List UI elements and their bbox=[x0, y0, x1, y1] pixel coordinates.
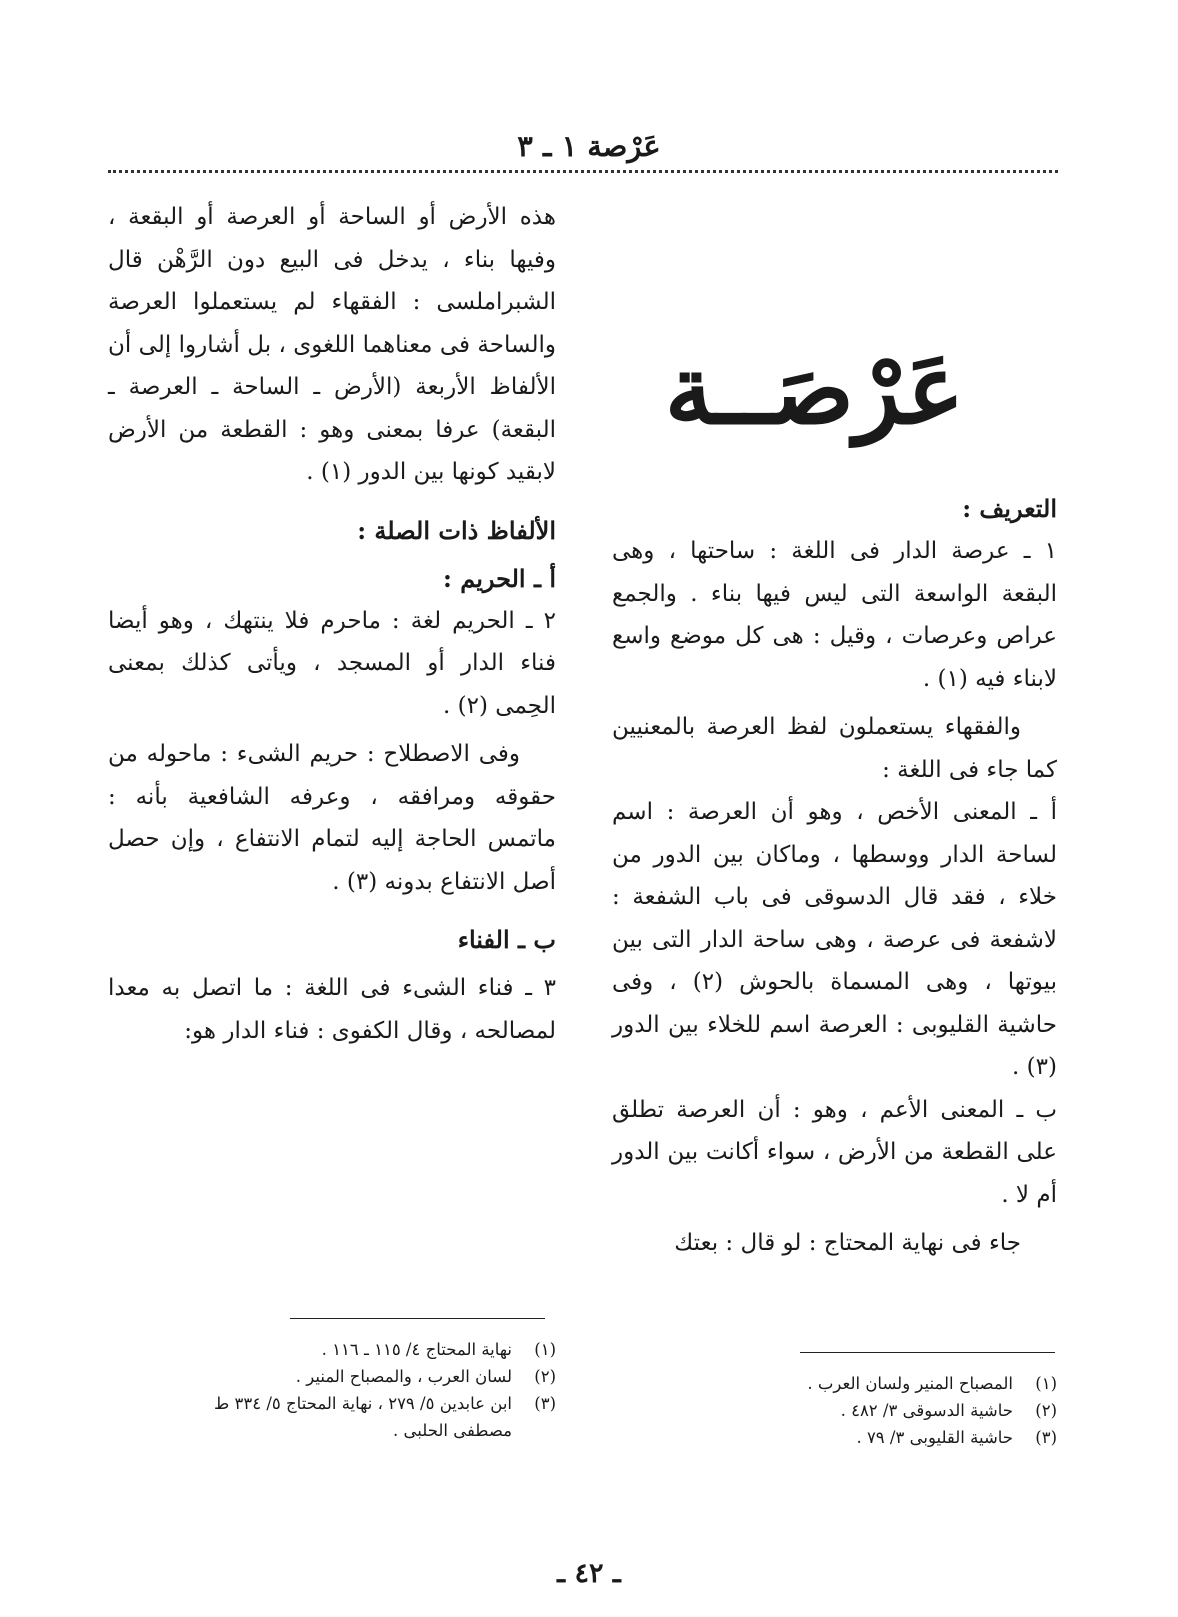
right-column bbox=[612, 190, 1057, 1265]
footnote-continuation: مصطفى الحلبى . bbox=[393, 1421, 512, 1440]
paragraph-2: والفقهاء يستعملون لفظ العرصة بالمعنيين كما جاء فى اللغة : bbox=[612, 714, 1057, 783]
paragraph-continued: هذه الأرض أو الساحة أو العرصة أو البقعة ، وفيها بناء ، يدخل فى البيع دون الرَّهْن قال الشبراملسى : الفقهاء لم يستعملوا العرصة والساحة فى معناهما اللغوى ، بل أشاروا إلى أن الألفاظ الأربعة (الأرض ـ الساحة ـ العرصة ـ البقعة) عرفا بمعنى وهو : القطعة من الأرض لابقيد كونها بين الدور (١) . bbox=[108, 204, 556, 485]
paragraph-continuation: جاء فى نهاية المحتاج : لو قال : بعتك bbox=[674, 1230, 1021, 1256]
subheading-harim: أ ـ الحريم : bbox=[443, 563, 556, 593]
entry-title: عَرْصَــة bbox=[664, 333, 965, 446]
paragraph-meaning-a: أ ـ المعنى الأخص ، وهو أن العرصة : اسم لساحة الدار ووسطها ، وماكان بين الدور من خلاء ، فقد قال الدسوقى فى باب الشفعة : لاشفعة فى عرصة ، وهى ساحة الدار التى بين بيوتها ، وهى المسماة بالحوش (٢) ، وفى حاشية القليوبى : العرصة اسم للخلاء بين الدور (٣) . bbox=[612, 799, 1057, 1080]
paragraph-fina: ٣ ـ فناء الشىء فى اللغة : ما اتصل به معدا لمصالحه ، وقال الكفوى : فناء الدار هو: bbox=[108, 975, 556, 1044]
paragraph-meaning-b: ب ـ المعنى الأعم ، وهو : أن العرصة تطلق على القطعة من الأرض ، سواء أكانت بين الدور أم لا . bbox=[612, 1096, 1057, 1208]
footnotes-right bbox=[700, 1370, 1057, 1451]
footnote: (٢)حاشية الدسوقى ٣/ ٤٨٢ . bbox=[840, 1401, 1057, 1420]
footnote: (٢)لسان العرب ، والمصباح المنير . bbox=[295, 1367, 556, 1386]
footnote-rule-right bbox=[800, 1352, 1055, 1353]
paragraph-harim-language: ٢ ـ الحريم لغة : ماحرم فلا ينتهك ، وهو أيضا فناء الدار أو المسجد ، ويأتى كذلك بمعنى الحِمى (٢) . bbox=[108, 607, 556, 719]
paragraph-1: ١ ـ عرصة الدار فى اللغة : ساحتها ، وهى البقعة الواسعة التى ليس فيها بناء . والجمع عراص وعرصات ، وقيل : هى كل موضع واسع لابناء فيه (١) . bbox=[612, 538, 1057, 692]
footnote: (١)المصباح المنير ولسان العرب . bbox=[807, 1374, 1057, 1393]
page-number: ـ ٤٢ ـ bbox=[557, 1558, 621, 1589]
subheading-fina: ب ـ الفناء bbox=[457, 925, 556, 954]
footnote: (٣)ابن عابدين ٥/ ٢٧٩ ، نهاية المحتاج ٥/ ٣٣٤ ط bbox=[213, 1394, 556, 1413]
header-dotted-rule bbox=[108, 170, 1058, 173]
definition-heading: التعريف : bbox=[962, 494, 1057, 523]
left-column bbox=[108, 196, 556, 1052]
running-header: عَرْصة ١ ـ ٣ bbox=[517, 129, 661, 163]
footnote-rule-left bbox=[290, 1318, 545, 1319]
related-terms-heading: الألفاظ ذات الصلة : bbox=[357, 515, 556, 545]
footnote: (٣)حاشية القليوبى ٣/ ٧٩ . bbox=[856, 1428, 1057, 1447]
footnotes-left bbox=[108, 1336, 556, 1444]
paragraph-harim-term: وفى الاصطلاح : حريم الشىء : ماحوله من حقوقه ومرافقه ، وعرفه الشافعية بأنه : ماتمس الحاجة إليه لتمام الانتفاع ، وإن حصل أصل الانتفاع بدونه (٣) . bbox=[108, 741, 556, 895]
footnote: (١)نهاية المحتاج ٤/ ١١٥ ـ ١١٦ . bbox=[321, 1340, 556, 1359]
